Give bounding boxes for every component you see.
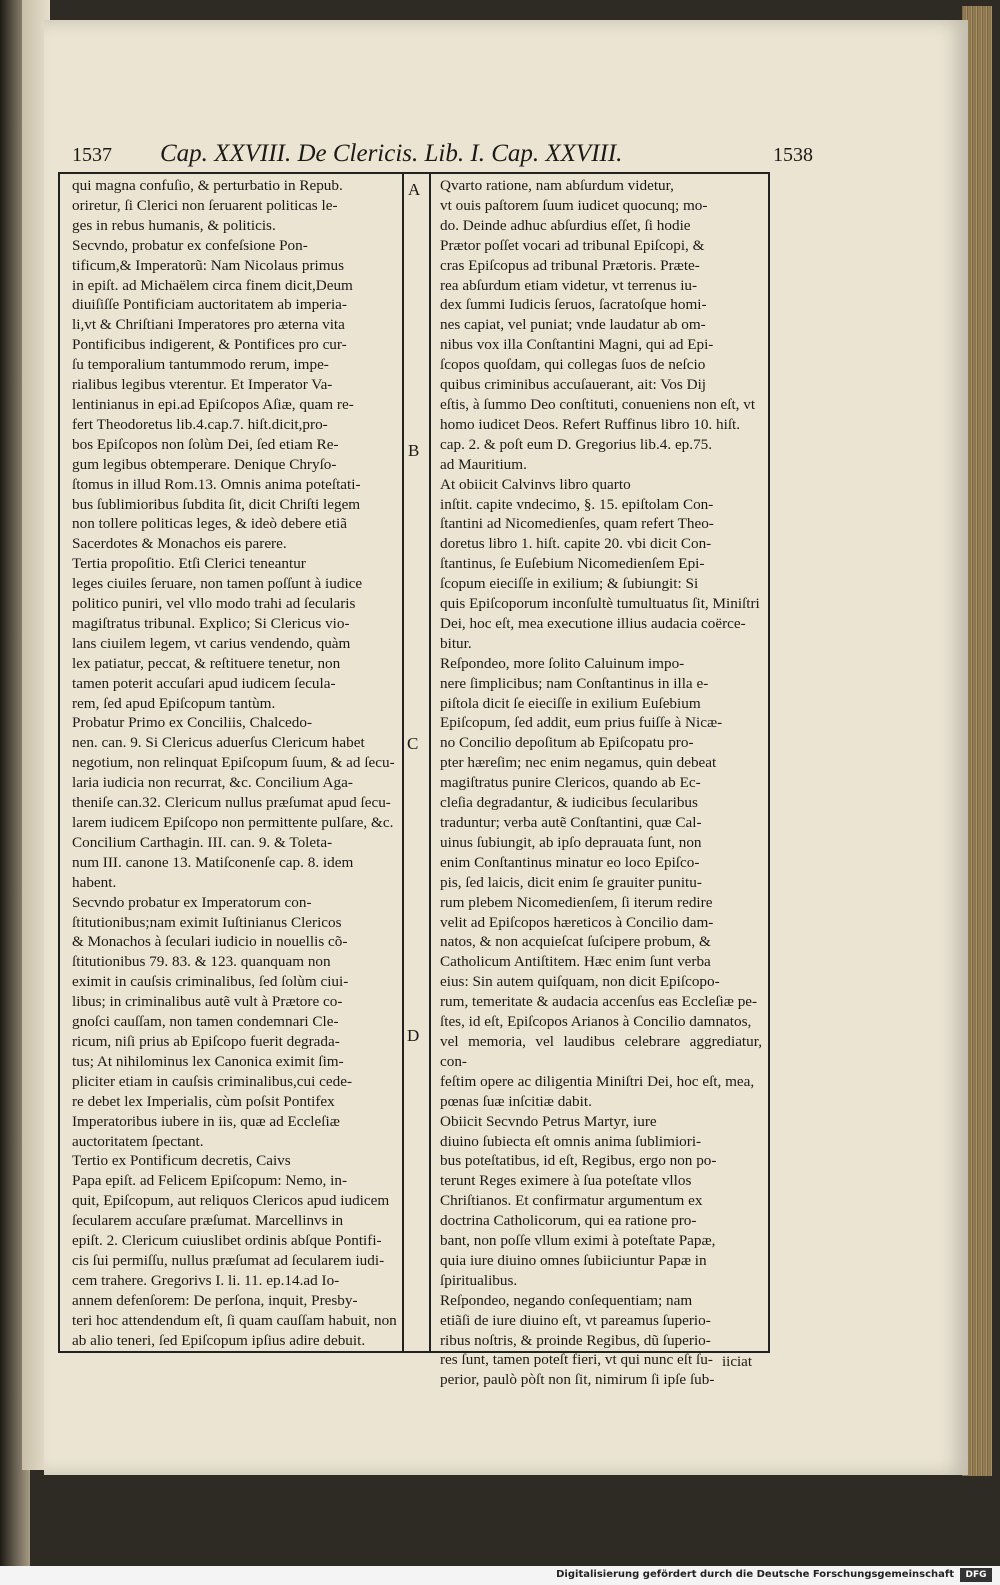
paragraph: At obiicit Calvinvs libro quarto inſtit. capite vndecimo, §. 15. epiſtolam Con- ſtantini ad Nicomedienſes, quam refert Theo- doretus libro 1. hiſt. capite 20. vbi dicit Con- ſtantinus, ſe Euſebium Nicomedienſem Epi- ſcopum eieciſſe in exilium; & ſubiungit: Si quis Epiſcoporum inconſultè tumultuatus ſit, Miniſtri Dei, hoc eſt, mea executione illius audacia coërce- bitur. — [440, 475, 760, 652]
paragraph: Probatur Primo ex Conciliis, Chalcedo- nen. can. 9. Si Clericus aduerſus Clericum habet negotium, non relinquat Epiſcopum ſuum, & ad ſecu- laria iudicia non recurrat, &c. Concilium Aga- theniſe can.32. Clericum nullus præſumat apud ſecu- larem iudicem Epiſcopo non permittente pulſare, &c. Concilium Carthagin. III. can. 9. & Toleta- num III. canone 13. Matiſconenſe cap. 8. idem habent. — [72, 714, 395, 891]
paragraph: Secvndo, probatur ex confeſsione Pon- tificum,& Imperatorũ: Nam Nicolaus primus in epiſt. ad Michaëlem circa finem dicit,Deum diuiſiſſe Pontificiam auctoritatem ab imperia- li,vt & Chriſtiani Imperatores pro æterna vita Pontificibus indigerent, & Pontifices pro cur- ſu temporalium tantummodo rerum, impe- rialibus legibus vterentur. Et Imperator Va- lentinianus in epi.ad Epiſcopos Aſiæ, quam re- fert Theodoretus lib.4.cap.7. hiſt.dicit,pro- bos Epiſcopos non ſolùm Dei, ſed etiam Re- gum legibus obtemperare. Denique Chryſo- ſtomus in illud Rom.13. Omnis anima poteſtati- bus ſublimioribus ſubdita ſit, dicit Chriſti legem non tollere politicas leges, & ideò debere etiã Sacerdotes & Monachos eis parere. — [72, 236, 361, 553]
page-number-right: 1538 — [773, 144, 813, 166]
column-divider-right — [429, 172, 431, 1352]
running-header — [62, 140, 813, 170]
dfg-logo: DFG — [960, 1568, 992, 1582]
running-title: Cap. XXVIII. De Clericis. Lib. I. Cap. XXVIII. — [160, 140, 623, 167]
paragraph: Tertio ex Pontificum decretis, Caivs Papa epiſt. ad Felicem Epiſcopum: Nemo, in- quit, Epiſcopum, aut reliquos Clericos apud iudicem ſecularem accuſare præſumat. Marcellinvs in epiſt. 2. Clericum cuiuslibet ordinis abſque Pontifi- cis ſui permiſſu, nullus præſumat ad ſecularem iudi- cem trahere. Gregorivs I. li. 11. ep.14.ad Io- annem defenſorem: De perſona, inquit, Presby- teri hoc attendendum eſt, ſi quam cauſſam habuit, non ab alio teneri, ſed Epiſcopum ipſius adire debuit. — [72, 1152, 397, 1349]
paragraph: Obiicit Secvndo Petrus Martyr, iure diuino ſubiecta eſt omnis anima ſublimiori- bus poteſtatibus, id eſt, Regibus, ergo non po- terunt Reges eximere à ſua poteſtate vllos Chriſtianos. Et confirmatur argumentum ex doctrina Catholicorum, qui ea ratione pro- bant, non poſſe vllum eximi à poteſtate Papæ, quia iure diuino omnes ſubiiciuntur Papæ in ſpiritualibus. — [440, 1112, 717, 1289]
left-column — [72, 176, 398, 1348]
margin-letter-a: A — [408, 180, 421, 199]
paragraph: Secvndo probatur ex Imperatorum con- ſtitutionibus;nam eximit Iuſtinianus Clericos & Monachos à ſeculari iudicio in nouellis cõ- ſtitutionibus 79. 83. & 123. quanquam non eximit in cauſsis criminalibus, ſed ſolùm ciui- libus; in criminalibus autẽ vult à Prætore co- gnoſci cauſſam, non tamen condemnari Cle- ricum, niſi prius ab Epiſcopo fuerit degrada- tus; At nihilominus lex Canonica eximit ſim- pliciter etiam in cauſsis criminalibus,cui cede- re debet lex Imperialis, cùm poſsit Pontifex Imperatoribus iubere in iis, quæ ad Eccleſiæ auctoritatem ſpectant. — [72, 893, 353, 1150]
margin-letter-b: B — [408, 441, 420, 460]
paragraph: qui magna confuſio, & perturbatio in Repub. oriretur, ſi Clerici non ſeruarent politicas le- ges in rebus humanis, & politicis. — [72, 177, 343, 234]
paragraph: Reſpondeo, more ſolito Caluinum impo- nere ſimplicibus; nam Conſtantinus in illa e- piſtola dicit ſe eieciſſe in exilium Euſebium Epiſcopum, ſed addit, eum prius fuiſſe à Nicæ- no Concilio depoſitum ab Epiſcopatu pro- pter hæreſim; nec enim negamus, quin debeat magiſtratus punire Clericos, quando ab Ec- cleſia degradantur, & iudicibus ſecularibus traduntur; verba autẽ Conſtantini, quæ Cal- uinus ſubiungit, ab ipſo deprauata ſunt, non enim Conſtantinus minatur eo loco Epiſco- pis, ſed laicis, dicit enim ſe grauiter punitu- rum plebem Nicomedienſem, ſi iterum redire velit ad Epiſcopos hæreticos à Concilio dam- natos, & non acquieſcat ſuſcipere probum, & Catholicum Antiſtitem. Hæc enim ſunt verba eius: Sin autem quiſquam, non dicit Epiſcopo- rum, temeritate & audacia accenſus eas Eccleſiæ pe- ſtes, id eſt, Epiſcopos Arianos à Concilio damnatos, vel memoria, vel laudibus celebrare aggrediatur, con- feſtim opere ac diligentia Miniſtri Dei, hoc eſt, mea, pœnas ſuæ inſcitiæ dabit. — [440, 654, 762, 1110]
frame-left-rule — [58, 172, 60, 1352]
catchword: iiciat — [722, 1354, 752, 1370]
frame-right-rule — [768, 172, 770, 1352]
margin-letter-d: D — [407, 1026, 420, 1045]
column-divider-left — [402, 172, 404, 1352]
paragraph: Reſpondeo, negando conſequentiam; nam etiãſi de iure diuino eſt, vt pareamus ſuperio- ribus noſtris, & proinde Regibus, dũ ſuperio- res ſunt, tamen poteſt fieri, vt qui nunc eſt ſu- perior, paulò pòſt non ſit, nimirum ſi ipſe ſub- — [440, 1291, 715, 1389]
margin-letter-c: C — [407, 734, 419, 753]
page-number-left: 1537 — [72, 144, 112, 166]
paragraph: Tertia propoſitio. Etſi Clerici teneantur leges ciuiles ſeruare, non tamen poſſunt à iudice politico puniri, vel vllo modo trahi ad ſecularis magiſtratus tribunal. Explico; Si Clericus vio- lans ciuilem legem, vt carius vendendo, quàm lex patiatur, peccat, & reſtituere tenetur, non tamen poterit accuſari apud iudicem ſecula- rem, ſed apud Epiſcopum tantùm. — [72, 555, 363, 712]
paragraph: Qvarto ratione, nam abſurdum videtur, vt ouis paſtorem ſuum iudicet quocunq; mo- do. Deinde adhuc abſurdius eſſet, ſi hodie Prætor poſſet vocari ad tribunal Epiſcopi, & cras Epiſcopus ad tribunal Prætoris. Præte- rea abſurdum etiam videtur, vt terrenus iu- dex ſummi Iudicis ſeruos, ſacratoſque homi- nes capiat, vel puniat; vnde laudatur ab om- nibus vox illa Conſtantini Magni, qui ad Epi- ſcopos quoſdam, qui collegas ſuos de neſcio quibus criminibus accuſauerant, ait: Vos Dij eſtis, à ſummo Deo conſtituti, conueniens non eſt, vt homo iudicet Deos. Refert Ruffinus libro 10. hiſt. cap. 2. & poſt eum D. Gregorius lib.4. ep.75. ad Mauritium. — [440, 177, 756, 473]
digitization-credit: Digitalisierung gefördert durch die Deutsche Forschungsgemeinschaft — [556, 1569, 954, 1580]
header-rule — [58, 172, 770, 174]
